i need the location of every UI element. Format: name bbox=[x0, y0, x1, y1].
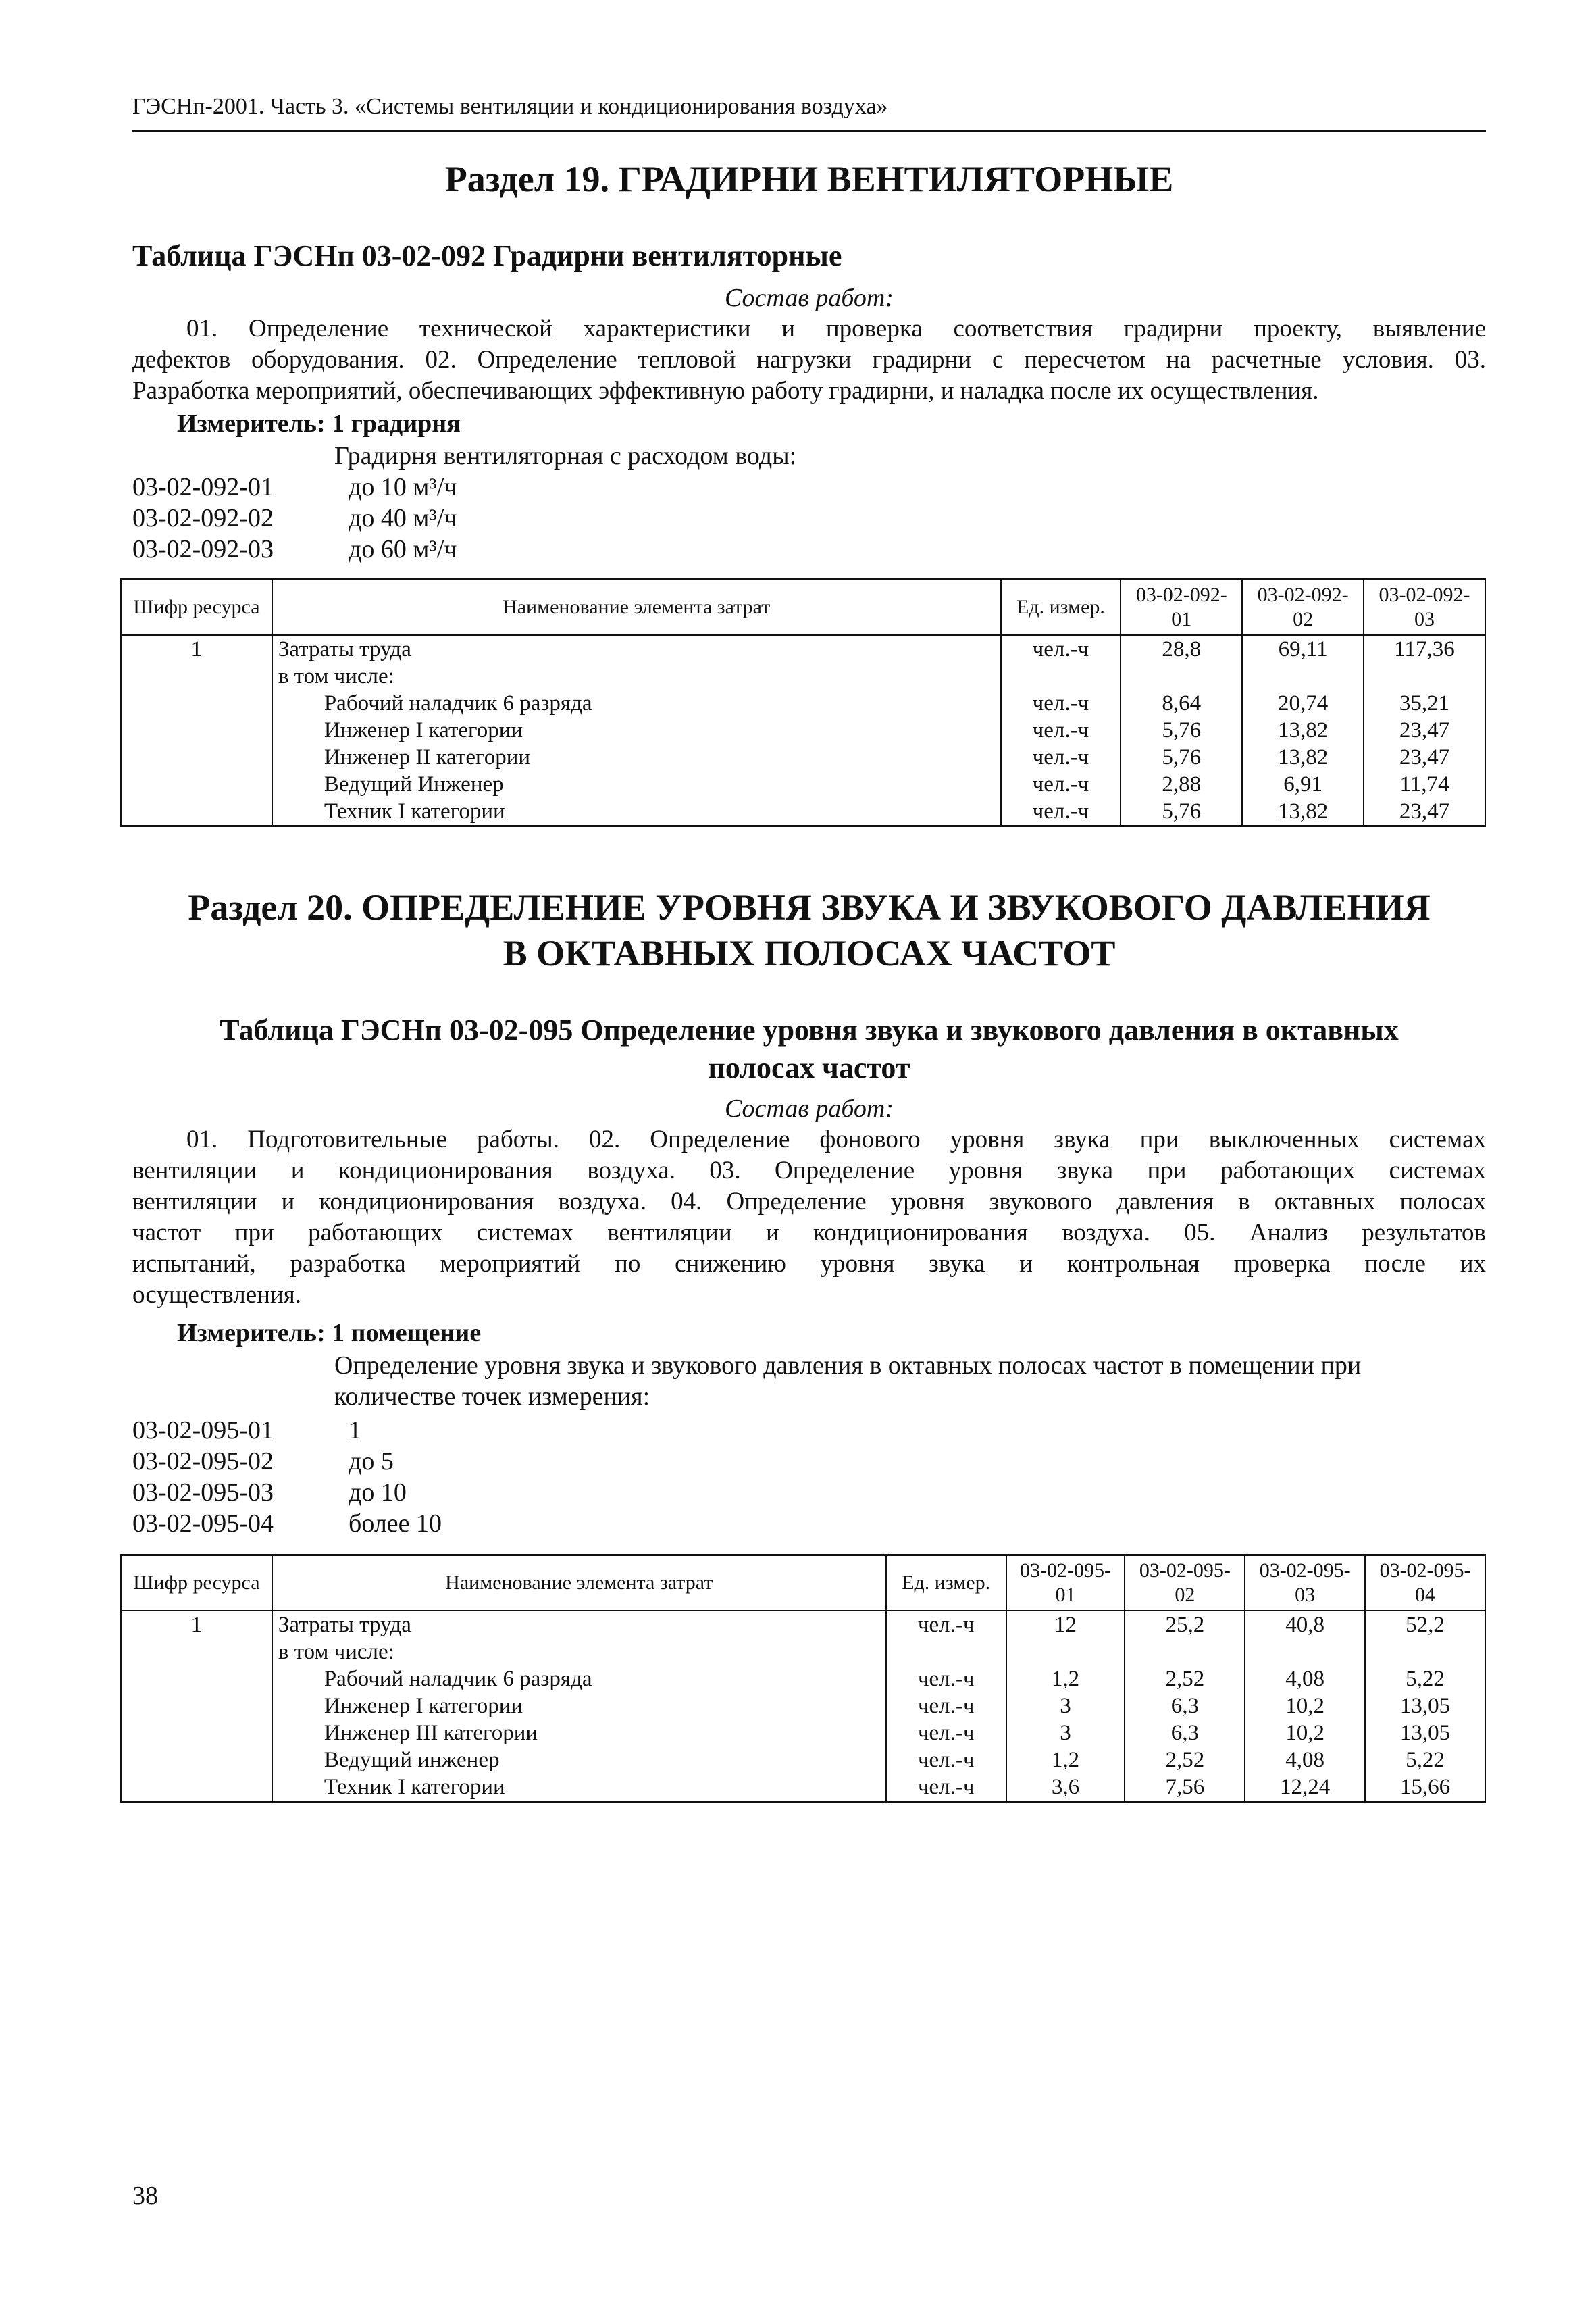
cell-value: 3 bbox=[1006, 1719, 1125, 1746]
code-row bbox=[132, 472, 457, 503]
running-header: ГЭСНп-2001. Часть 3. «Системы вентиляции и кондиционирования воздуха» bbox=[132, 94, 888, 119]
cell-unit: чел.-ч bbox=[886, 1611, 1006, 1638]
cell-code: 1 bbox=[121, 635, 272, 663]
cell-name: в том числе: bbox=[272, 1638, 886, 1665]
cell-value: 13,05 bbox=[1365, 1692, 1485, 1719]
works-line: Разработка мероприятий, обеспечивающих эффективную работу градирни, и наладка после их осуществления. bbox=[132, 377, 1319, 405]
cell-name: Рабочий наладчик 6 разряда bbox=[272, 1665, 886, 1692]
cell-value: 10,2 bbox=[1245, 1692, 1365, 1719]
code-row bbox=[132, 534, 457, 565]
cell-value: 8,64 bbox=[1121, 690, 1242, 717]
cell-name: в том числе: bbox=[272, 663, 1001, 690]
table-095-title-line2: полосах частот bbox=[708, 1051, 910, 1084]
cell-value: 1,2 bbox=[1006, 1665, 1125, 1692]
cell-value: 2,88 bbox=[1121, 771, 1242, 798]
cell-name: Затраты труда bbox=[272, 1611, 886, 1638]
cell-unit: чел.-ч bbox=[886, 1719, 1006, 1746]
cell-value: 6,3 bbox=[1125, 1692, 1245, 1719]
header-unit: Ед. измер. bbox=[886, 1555, 1006, 1611]
cell-value: 69,11 bbox=[1242, 635, 1364, 663]
table-row bbox=[121, 744, 1485, 771]
cell-code: 1 bbox=[121, 1611, 272, 1638]
header-col: 03-02-095-02 bbox=[1125, 1555, 1245, 1611]
code-row bbox=[132, 1508, 442, 1539]
table-row bbox=[121, 1719, 1485, 1746]
meter-095: Измеритель: 1 помещение bbox=[177, 1319, 482, 1347]
section-20-title-line1: Раздел 20. ОПРЕДЕЛЕНИЕ УРОВНЯ ЗВУКА И ЗВУКОВОГО ДАВЛЕНИЯ bbox=[188, 887, 1431, 928]
cell-name: Ведущий Инженер bbox=[272, 771, 1001, 798]
cell-value: 13,82 bbox=[1242, 744, 1364, 771]
cell-code bbox=[121, 1719, 272, 1746]
table-row bbox=[121, 1774, 1485, 1802]
header-name: Наименование элемента затрат bbox=[272, 1555, 886, 1611]
table-row bbox=[121, 717, 1485, 744]
cell-value: 20,74 bbox=[1242, 690, 1364, 717]
header-code: Шифр ресурса bbox=[121, 1555, 272, 1611]
cell-value: 35,21 bbox=[1364, 690, 1485, 717]
code-row bbox=[132, 503, 457, 534]
table-095-title-line1: Таблица ГЭСНп 03-02-095 Определение уровня звука и звукового давления в октавных bbox=[220, 1013, 1399, 1047]
works-line: 01. Подготовительные работы. 02. Определение фонового уровня звука при выключенных системах bbox=[186, 1126, 1486, 1153]
cell-value: 23,47 bbox=[1364, 798, 1485, 826]
cell-value: 15,66 bbox=[1365, 1774, 1485, 1802]
cell-value: 13,82 bbox=[1242, 798, 1364, 826]
page-number: 38 bbox=[132, 2182, 158, 2210]
cell-value: 5,76 bbox=[1121, 744, 1242, 771]
cell-code bbox=[121, 1638, 272, 1665]
cell-value: 6,91 bbox=[1242, 771, 1364, 798]
table-header-row bbox=[121, 580, 1485, 635]
cell-unit: чел.-ч bbox=[1001, 635, 1121, 663]
cell-name: Инженер I категории bbox=[272, 717, 1001, 744]
table-row bbox=[121, 1665, 1485, 1692]
cell-value bbox=[1125, 1638, 1245, 1665]
cell-name: Инженер III категории bbox=[272, 1719, 886, 1746]
cell-name: Рабочий наладчик 6 разряда bbox=[272, 690, 1001, 717]
table-row bbox=[121, 1692, 1485, 1719]
works-text-095 bbox=[132, 1124, 1486, 1311]
table-092 bbox=[120, 578, 1486, 827]
table-row bbox=[121, 1746, 1485, 1774]
cell-value: 13,05 bbox=[1365, 1719, 1485, 1746]
cell-value: 1,2 bbox=[1006, 1746, 1125, 1774]
cell-code bbox=[121, 717, 272, 744]
cell-value: 13,82 bbox=[1242, 717, 1364, 744]
cell-value: 5,76 bbox=[1121, 717, 1242, 744]
code-label: 03-02-095-04 bbox=[132, 1509, 274, 1538]
code-label: 03-02-092-01 bbox=[132, 473, 274, 501]
cell-value: 23,47 bbox=[1364, 744, 1485, 771]
cell-value: 52,2 bbox=[1365, 1611, 1485, 1638]
table-row bbox=[121, 798, 1485, 826]
header-code: Шифр ресурса bbox=[121, 580, 272, 635]
cell-unit: чел.-ч bbox=[886, 1665, 1006, 1692]
code-label: 03-02-095-03 bbox=[132, 1478, 274, 1507]
cell-value: 2,52 bbox=[1125, 1665, 1245, 1692]
table-092-title: Таблица ГЭСНп 03-02-092 Градирни вентиляторные bbox=[132, 239, 842, 272]
cell-unit: чел.-ч bbox=[1001, 717, 1121, 744]
table-header-row bbox=[121, 1555, 1485, 1611]
cell-value: 5,22 bbox=[1365, 1665, 1485, 1692]
cell-code bbox=[121, 1746, 272, 1774]
cell-value bbox=[1365, 1638, 1485, 1665]
works-heading-095: Состав работ: bbox=[724, 1095, 894, 1123]
cell-unit bbox=[886, 1638, 1006, 1665]
code-value: до 10 м³/ч bbox=[349, 473, 457, 501]
code-value: до 10 bbox=[349, 1478, 407, 1507]
cell-unit: чел.-ч bbox=[1001, 744, 1121, 771]
header-col: 03-02-095-03 bbox=[1245, 1555, 1365, 1611]
table-row bbox=[121, 663, 1485, 690]
cell-value bbox=[1006, 1638, 1125, 1665]
table-095 bbox=[120, 1554, 1486, 1803]
header-rule bbox=[132, 130, 1486, 132]
cell-code bbox=[121, 1774, 272, 1802]
header-col: 03-02-095-01 bbox=[1006, 1555, 1125, 1611]
cell-value: 12 bbox=[1006, 1611, 1125, 1638]
cell-value: 28,8 bbox=[1121, 635, 1242, 663]
table-row bbox=[121, 690, 1485, 717]
code-row bbox=[132, 1477, 407, 1508]
cell-value: 3,6 bbox=[1006, 1774, 1125, 1802]
cell-code bbox=[121, 1665, 272, 1692]
cell-value: 40,8 bbox=[1245, 1611, 1365, 1638]
description-095-line1: Определение уровня звука и звукового давления в октавных полосах частот в помещении при bbox=[334, 1351, 1362, 1380]
cell-unit: чел.-ч bbox=[886, 1774, 1006, 1802]
cell-code bbox=[121, 1692, 272, 1719]
code-value: до 5 bbox=[349, 1447, 394, 1476]
code-value: до 40 м³/ч bbox=[349, 504, 457, 532]
code-label: 03-02-092-03 bbox=[132, 535, 274, 563]
works-line: вентиляции и кондиционирования воздуха. 04. Определение уровня звукового давления в октавных полосах bbox=[132, 1188, 1486, 1215]
cell-value: 23,47 bbox=[1364, 717, 1485, 744]
cell-code bbox=[121, 798, 272, 826]
works-line: осуществления. bbox=[132, 1281, 302, 1309]
table-row bbox=[121, 635, 1485, 663]
cell-unit: чел.-ч bbox=[1001, 798, 1121, 826]
works-line: 01. Определение технической характеристики и проверка соответствия градирни проекту, выявление bbox=[186, 315, 1486, 343]
header-col: 03-02-092-02 bbox=[1242, 580, 1364, 635]
cell-name: Техник I категории bbox=[272, 1774, 886, 1802]
cell-unit: чел.-ч bbox=[1001, 690, 1121, 717]
cell-value: 4,08 bbox=[1245, 1665, 1365, 1692]
cell-value: 117,36 bbox=[1364, 635, 1485, 663]
cell-unit: чел.-ч bbox=[886, 1692, 1006, 1719]
cell-value: 25,2 bbox=[1125, 1611, 1245, 1638]
code-row bbox=[132, 1415, 361, 1446]
cell-value bbox=[1121, 663, 1242, 690]
works-line: вентиляции и кондиционирования воздуха. 03. Определение уровня звука при работающих системах bbox=[132, 1157, 1486, 1184]
meter-092: Измеритель: 1 градирня bbox=[177, 409, 461, 438]
table-row bbox=[121, 1611, 1485, 1638]
works-line: дефектов оборудования. 02. Определение тепловой нагрузки градирни с пересчетом на расчетные условия. 03. bbox=[132, 346, 1486, 374]
cell-value: 4,08 bbox=[1245, 1746, 1365, 1774]
code-label: 03-02-095-02 bbox=[132, 1447, 274, 1476]
cell-value: 12,24 bbox=[1245, 1774, 1365, 1802]
works-text-092 bbox=[132, 313, 1486, 407]
cell-value: 3 bbox=[1006, 1692, 1125, 1719]
code-label: 03-02-095-01 bbox=[132, 1416, 274, 1444]
cell-code bbox=[121, 690, 272, 717]
code-label: 03-02-092-02 bbox=[132, 504, 274, 532]
table-row bbox=[121, 1638, 1485, 1665]
cell-code bbox=[121, 771, 272, 798]
header-col: 03-02-092-03 bbox=[1364, 580, 1485, 635]
cell-value bbox=[1242, 663, 1364, 690]
works-line: частот при работающих системах вентиляции и кондиционирования воздуха. 05. Анализ результатов bbox=[132, 1219, 1486, 1247]
cell-unit: чел.-ч bbox=[886, 1746, 1006, 1774]
code-value: до 60 м³/ч bbox=[349, 535, 457, 563]
cell-value: 5,22 bbox=[1365, 1746, 1485, 1774]
header-col: 03-02-092-01 bbox=[1121, 580, 1242, 635]
cell-value: 11,74 bbox=[1364, 771, 1485, 798]
cell-value: 6,3 bbox=[1125, 1719, 1245, 1746]
cell-unit: чел.-ч bbox=[1001, 771, 1121, 798]
cell-value: 7,56 bbox=[1125, 1774, 1245, 1802]
description-092: Градирня вентиляторная с расходом воды: bbox=[334, 442, 797, 470]
cell-name: Инженер II категории bbox=[272, 744, 1001, 771]
description-095-line2: количестве точек измерения: bbox=[334, 1382, 650, 1411]
cell-unit bbox=[1001, 663, 1121, 690]
header-col: 03-02-095-04 bbox=[1365, 1555, 1485, 1611]
section-19-title: Раздел 19. ГРАДИРНИ ВЕНТИЛЯТОРНЫЕ bbox=[444, 159, 1174, 199]
header-unit: Ед. измер. bbox=[1001, 580, 1121, 635]
cell-value: 2,52 bbox=[1125, 1746, 1245, 1774]
header-name: Наименование элемента затрат bbox=[272, 580, 1001, 635]
cell-value bbox=[1364, 663, 1485, 690]
table-row bbox=[121, 771, 1485, 798]
works-heading-092: Состав работ: bbox=[724, 284, 894, 312]
cell-name: Ведущий инженер bbox=[272, 1746, 886, 1774]
code-value: более 10 bbox=[349, 1509, 442, 1538]
cell-code bbox=[121, 663, 272, 690]
code-row bbox=[132, 1446, 394, 1477]
cell-name: Затраты труда bbox=[272, 635, 1001, 663]
cell-value: 5,76 bbox=[1121, 798, 1242, 826]
cell-value bbox=[1245, 1638, 1365, 1665]
section-20-title-line2: В ОКТАВНЫХ ПОЛОСАХ ЧАСТОТ bbox=[503, 933, 1116, 974]
cell-value: 10,2 bbox=[1245, 1719, 1365, 1746]
cell-code bbox=[121, 744, 272, 771]
works-line: испытаний, разработка мероприятий по снижению уровня звука и контрольная проверка после их bbox=[132, 1250, 1486, 1278]
cell-name: Техник I категории bbox=[272, 798, 1001, 826]
code-value: 1 bbox=[349, 1416, 361, 1444]
cell-name: Инженер I категории bbox=[272, 1692, 886, 1719]
